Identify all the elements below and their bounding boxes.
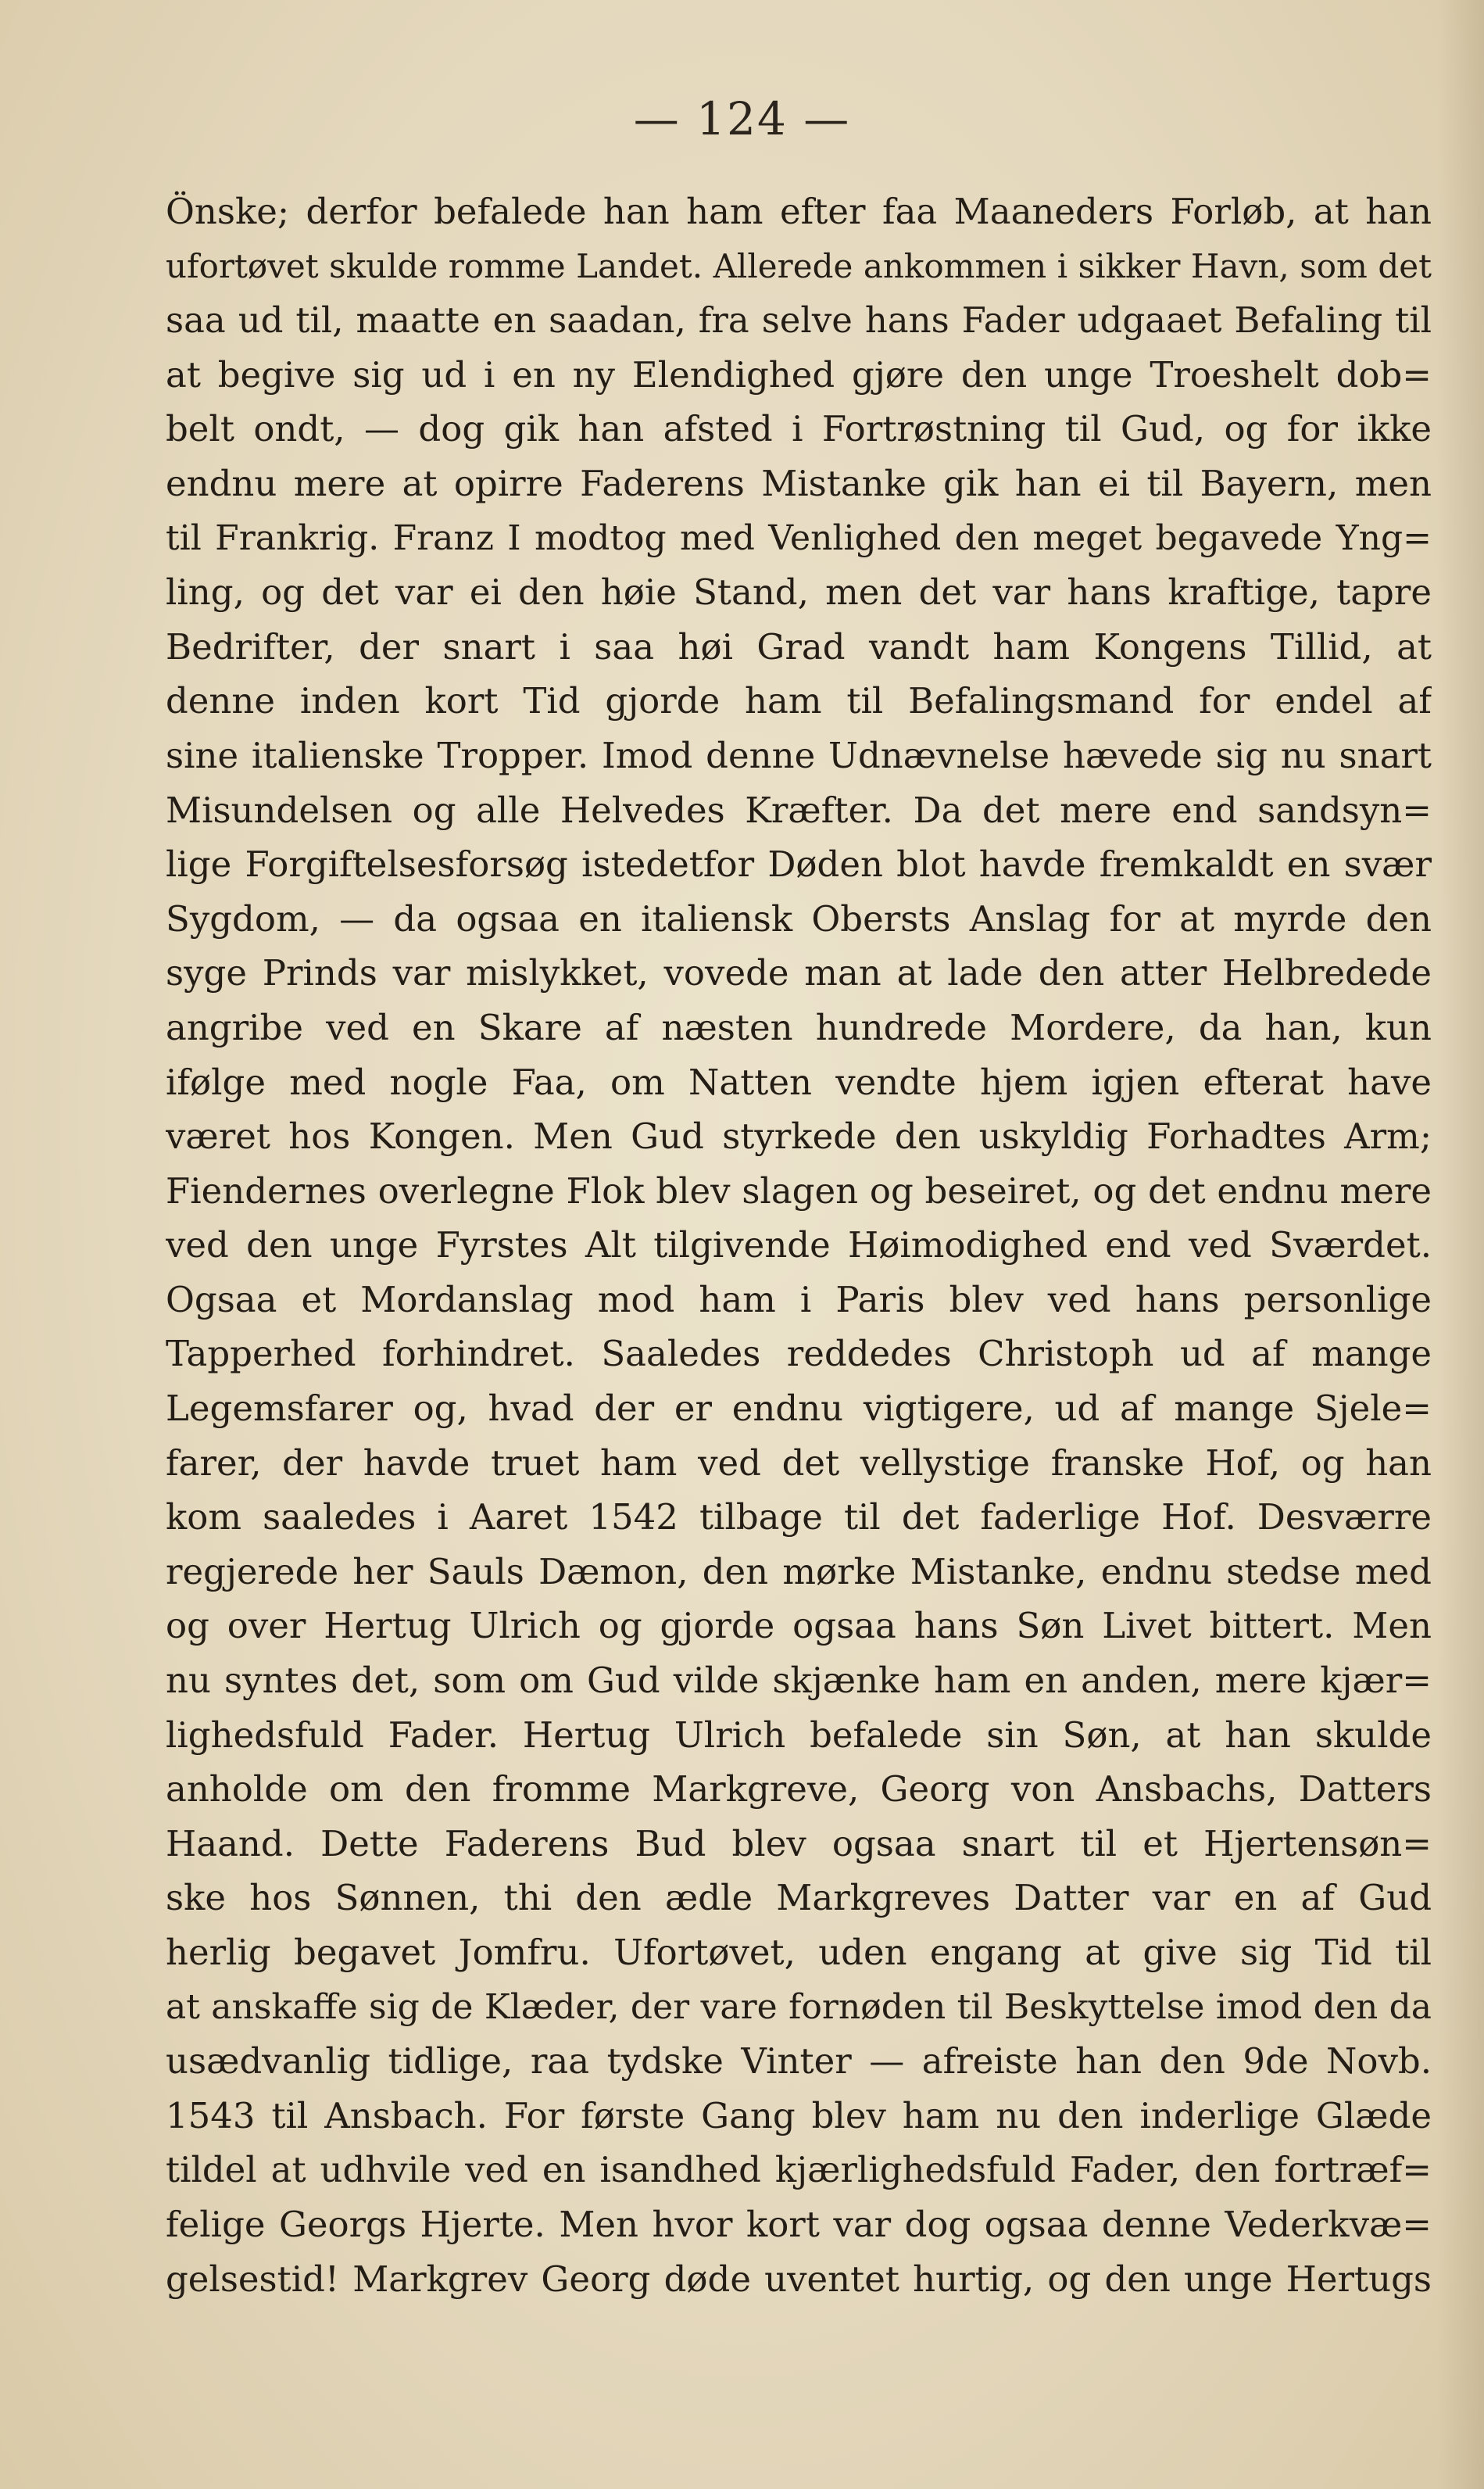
- text-line: felige Georgs Hjerte. Men hvor kort var dog ogsaa denne Vederkvæ=: [166, 2203, 1432, 2245]
- text-line: Fiendernes overlegne Flok blev slagen og beseiret, og det endnu mere: [166, 1169, 1432, 1212]
- text-line: syge Prinds var mislykket, vovede man at lade den atter Helbredede: [166, 952, 1432, 994]
- text-line: nu syntes det, som om Gud vilde skjænke ham en anden, mere kjær=: [166, 1660, 1432, 1702]
- text-line: regjerede her Sauls Dæmon, den mørke Mistanke, endnu stedse med: [166, 1550, 1432, 1592]
- text-line: gelsestid! Markgrev Georg døde uventet hurtig, og den unge Hertugs: [166, 2258, 1432, 2300]
- text-line: at anskaffe sig de Klæder, der vare fornøden til Beskyttelse imod den da: [166, 1986, 1432, 2027]
- text-line: endnu mere at opirre Faderens Mistanke gik han ei til Bayern, men: [166, 462, 1432, 504]
- text-line: lige Forgiftelsesforsøg istedetfor Døden blot havde fremkaldt en svær: [166, 843, 1432, 886]
- text-line: denne inden kort Tid gjorde ham til Befalingsmand for endel af: [166, 680, 1432, 722]
- text-line: herlig begavet Jomfru. Ufortøvet, uden engang at give sig Tid til: [166, 1932, 1432, 1973]
- text-line: Haand. Dette Faderens Bud blev ogsaa snart til et Hjertensøn=: [166, 1822, 1432, 1864]
- text-line: belt ondt, — dog gik han afsted i Fortrøstning til Gud, og for ikke: [166, 408, 1432, 450]
- text-line: lighedsfuld Fader. Hertug Ulrich befalede sin Søn, at han skulde: [166, 1714, 1432, 1756]
- text-line: Önske; derfor befalede han ham efter faa Maaneders Forløb, at han: [166, 191, 1432, 232]
- page-edge-shadow: [1437, 0, 1484, 2489]
- text-line: kom saaledes i Aaret 1542 tilbage til det faderlige Hof. Desværre: [166, 1496, 1432, 1538]
- text-line: ufortøvet skulde romme Landet. Allerede ankommen i sikker Havn, som det: [166, 246, 1432, 285]
- text-line: 1543 til Ansbach. For første Gang blev ham nu den inderlige Glæde: [166, 2094, 1432, 2136]
- text-line: farer, der havde truet ham ved det vellystige franske Hof, og han: [166, 1441, 1432, 1484]
- text-line: ske hos Sønnen, thi den ædle Markgreves Datter var en af Gud: [166, 1877, 1432, 1919]
- text-line: tildel at udhvile ved en isandhed kjærlighedsfuld Fader, den fortræf=: [166, 2149, 1432, 2191]
- text-line: ling, og det var ei den høie Stand, men det var hans kraftige, tapre: [166, 571, 1432, 614]
- text-line: angribe ved en Skare af næsten hundrede Mordere, da han, kun: [166, 1006, 1432, 1048]
- text-line: Misundelsen og alle Helvedes Kræfter. Da det mere end sandsyn=: [166, 789, 1432, 831]
- text-line: været hos Kongen. Men Gud styrkede den uskyldig Forhadtes Arm;: [166, 1116, 1432, 1158]
- text-line: Bedrifter, der snart i saa høi Grad vandt ham Kongens Tillid, at: [166, 625, 1432, 668]
- body-text: [166, 184, 1432, 2306]
- text-line: Legemsfarer og, hvad der er endnu vigtigere, ud af mange Sjele=: [166, 1388, 1432, 1430]
- text-line: og over Hertug Ulrich og gjorde ogsaa hans Søn Livet bittert. Men: [166, 1605, 1432, 1647]
- text-line: Sygdom, — da ogsaa en italiensk Obersts Anslag for at myrde den: [166, 897, 1432, 940]
- text-line: Ogsaa et Mordanslag mod ham i Paris blev ved hans personlige: [166, 1278, 1432, 1320]
- text-line: usædvanlig tidlige, raa tydske Vinter — afreiste han den 9de Novb.: [166, 2040, 1432, 2083]
- text-line: til Frankrig. Franz I modtog med Venlighed den meget begavede Yng=: [166, 517, 1432, 558]
- page-number: — 124 —: [633, 92, 851, 145]
- text-line: sine italienske Tropper. Imod denne Udnævnelse hævede sig nu snart: [166, 734, 1432, 776]
- text-line: anholde om den fromme Markgreve, Georg von Ansbachs, Datters: [166, 1768, 1432, 1810]
- text-line: at begive sig ud i en ny Elendighed gjøre den unge Troeshelt dob=: [166, 353, 1432, 396]
- text-line: ifølge med nogle Faa, om Natten vendte hjem igjen efterat have: [166, 1061, 1432, 1103]
- text-line: saa ud til, maatte en saadan, fra selve hans Fader udgaaet Befaling til: [166, 299, 1432, 342]
- text-line: Tapperhed forhindret. Saaledes reddedes Christoph ud af mange: [166, 1333, 1432, 1375]
- text-line: ved den unge Fyrstes Alt tilgivende Høimodighed end ved Sværdet.: [166, 1224, 1432, 1266]
